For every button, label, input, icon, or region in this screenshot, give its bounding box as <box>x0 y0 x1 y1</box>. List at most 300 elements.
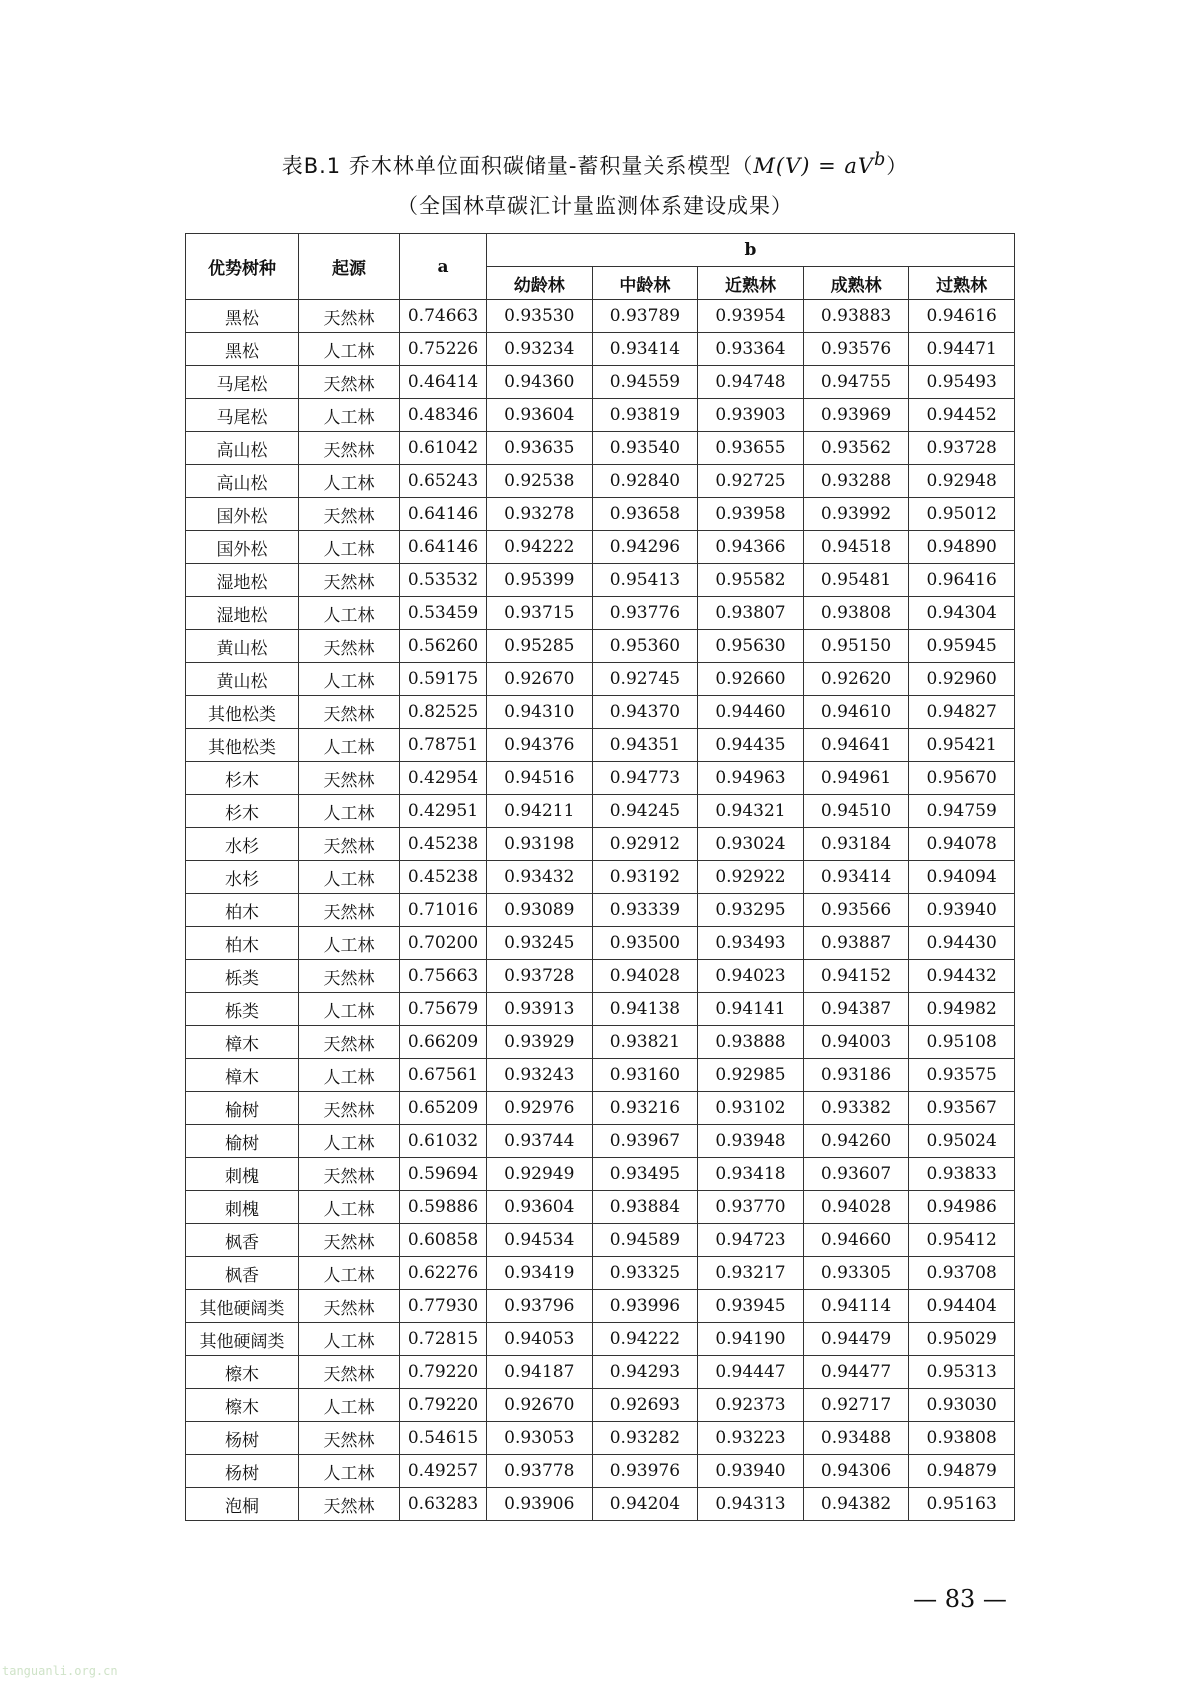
table-row <box>186 861 1015 894</box>
cell-b-young: 0.94534 <box>487 1224 593 1257</box>
table-row <box>186 564 1015 597</box>
cell-b-middle: 0.93192 <box>592 861 698 894</box>
cell-species: 杉木 <box>186 795 299 828</box>
cell-a: 0.60858 <box>400 1224 487 1257</box>
cell-species: 樟木 <box>186 1059 299 1092</box>
cell-b-middle: 0.93500 <box>592 927 698 960</box>
cell-b-middle: 0.93414 <box>592 333 698 366</box>
cell-b-premature: 0.94321 <box>698 795 804 828</box>
cell-origin: 人工林 <box>299 663 400 696</box>
cell-b-young: 0.94310 <box>487 696 593 729</box>
cell-b-mature: 0.93382 <box>803 1092 909 1125</box>
cell-a: 0.62276 <box>400 1257 487 1290</box>
cell-b-mature: 0.94660 <box>803 1224 909 1257</box>
cell-species: 檫木 <box>186 1356 299 1389</box>
cell-b-premature: 0.94023 <box>698 960 804 993</box>
table-row <box>186 1125 1015 1158</box>
cell-b-overmature: 0.95024 <box>909 1125 1015 1158</box>
table-row <box>186 696 1015 729</box>
cell-a: 0.77930 <box>400 1290 487 1323</box>
cell-b-mature: 0.94518 <box>803 531 909 564</box>
cell-b-middle: 0.94589 <box>592 1224 698 1257</box>
cell-b-middle: 0.94370 <box>592 696 698 729</box>
cell-b-premature: 0.93418 <box>698 1158 804 1191</box>
cell-species: 栎类 <box>186 960 299 993</box>
cell-b-premature: 0.94447 <box>698 1356 804 1389</box>
cell-b-young: 0.92949 <box>487 1158 593 1191</box>
cell-b-premature: 0.94460 <box>698 696 804 729</box>
table-row <box>186 894 1015 927</box>
cell-b-premature: 0.94366 <box>698 531 804 564</box>
cell-species: 刺槐 <box>186 1191 299 1224</box>
cell-b-premature: 0.93223 <box>698 1422 804 1455</box>
cell-origin: 人工林 <box>299 1191 400 1224</box>
cell-b-mature: 0.93808 <box>803 597 909 630</box>
cell-b-premature: 0.93807 <box>698 597 804 630</box>
cell-b-mature: 0.93887 <box>803 927 909 960</box>
table-row <box>186 960 1015 993</box>
cell-origin: 天然林 <box>299 432 400 465</box>
cell-b-young: 0.93530 <box>487 300 593 333</box>
cell-a: 0.64146 <box>400 531 487 564</box>
cell-species: 国外松 <box>186 498 299 531</box>
cell-b-overmature: 0.94094 <box>909 861 1015 894</box>
cell-b-mature: 0.94028 <box>803 1191 909 1224</box>
cell-b-premature: 0.93948 <box>698 1125 804 1158</box>
table-row <box>186 465 1015 498</box>
cell-b-middle: 0.93282 <box>592 1422 698 1455</box>
cell-b-middle: 0.94028 <box>592 960 698 993</box>
cell-b-middle: 0.92693 <box>592 1389 698 1422</box>
cell-species: 刺槐 <box>186 1158 299 1191</box>
cell-a: 0.72815 <box>400 1323 487 1356</box>
cell-origin: 天然林 <box>299 366 400 399</box>
cell-b-premature: 0.93295 <box>698 894 804 927</box>
table-row <box>186 630 1015 663</box>
cell-b-mature: 0.93488 <box>803 1422 909 1455</box>
cell-b-young: 0.93234 <box>487 333 593 366</box>
cell-a: 0.66209 <box>400 1026 487 1059</box>
cell-b-middle: 0.95413 <box>592 564 698 597</box>
cell-origin: 人工林 <box>299 465 400 498</box>
cell-origin: 天然林 <box>299 894 400 927</box>
cell-species: 檫木 <box>186 1389 299 1422</box>
cell-b-mature: 0.93607 <box>803 1158 909 1191</box>
header-stage-young: 幼龄林 <box>487 267 593 300</box>
cell-a: 0.59886 <box>400 1191 487 1224</box>
cell-b-middle: 0.93996 <box>592 1290 698 1323</box>
cell-b-middle: 0.93495 <box>592 1158 698 1191</box>
cell-b-middle: 0.93821 <box>592 1026 698 1059</box>
cell-a: 0.54615 <box>400 1422 487 1455</box>
cell-species: 泡桐 <box>186 1488 299 1521</box>
cell-b-mature: 0.94114 <box>803 1290 909 1323</box>
cell-b-overmature: 0.94827 <box>909 696 1015 729</box>
cell-b-premature: 0.92660 <box>698 663 804 696</box>
cell-b-middle: 0.92745 <box>592 663 698 696</box>
cell-b-overmature: 0.95313 <box>909 1356 1015 1389</box>
cell-b-middle: 0.93160 <box>592 1059 698 1092</box>
table-row <box>186 762 1015 795</box>
cell-species: 柏木 <box>186 894 299 927</box>
cell-b-mature: 0.92717 <box>803 1389 909 1422</box>
cell-b-overmature: 0.93728 <box>909 432 1015 465</box>
cell-b-middle: 0.94293 <box>592 1356 698 1389</box>
table-title <box>0 150 1190 180</box>
cell-b-young: 0.93198 <box>487 828 593 861</box>
cell-a: 0.56260 <box>400 630 487 663</box>
table-row <box>186 531 1015 564</box>
table-subtitle: （全国林草碳汇计量监测体系建设成果） <box>397 194 793 218</box>
cell-a: 0.59694 <box>400 1158 487 1191</box>
cell-b-young: 0.95285 <box>487 630 593 663</box>
table-row <box>186 1191 1015 1224</box>
cell-b-mature: 0.92620 <box>803 663 909 696</box>
cell-b-mature: 0.93883 <box>803 300 909 333</box>
cell-b-premature: 0.93217 <box>698 1257 804 1290</box>
cell-species: 榆树 <box>186 1125 299 1158</box>
cell-b-middle: 0.93976 <box>592 1455 698 1488</box>
cell-b-overmature: 0.94879 <box>909 1455 1015 1488</box>
cell-b-overmature: 0.93808 <box>909 1422 1015 1455</box>
cell-b-overmature: 0.95945 <box>909 630 1015 663</box>
cell-b-middle: 0.94245 <box>592 795 698 828</box>
cell-species: 柏木 <box>186 927 299 960</box>
cell-b-middle: 0.92912 <box>592 828 698 861</box>
cell-origin: 天然林 <box>299 1158 400 1191</box>
cell-b-young: 0.93744 <box>487 1125 593 1158</box>
cell-b-mature: 0.94260 <box>803 1125 909 1158</box>
cell-b-overmature: 0.95029 <box>909 1323 1015 1356</box>
cell-origin: 人工林 <box>299 927 400 960</box>
cell-b-overmature: 0.96416 <box>909 564 1015 597</box>
cell-origin: 人工林 <box>299 1059 400 1092</box>
cell-species: 其他松类 <box>186 729 299 762</box>
cell-b-middle: 0.93967 <box>592 1125 698 1158</box>
cell-b-overmature: 0.93575 <box>909 1059 1015 1092</box>
cell-b-young: 0.94360 <box>487 366 593 399</box>
cell-b-overmature: 0.94759 <box>909 795 1015 828</box>
table-row <box>186 993 1015 1026</box>
cell-b-middle: 0.93819 <box>592 399 698 432</box>
cell-b-premature: 0.94723 <box>698 1224 804 1257</box>
cell-a: 0.79220 <box>400 1356 487 1389</box>
cell-origin: 人工林 <box>299 861 400 894</box>
table-title-text: 表B.1 乔木林单位面积碳储量-蓄积量关系模型（ <box>281 154 754 178</box>
header-stage-mature: 成熟林 <box>803 267 909 300</box>
cell-b-young: 0.93715 <box>487 597 593 630</box>
cell-b-young: 0.93419 <box>487 1257 593 1290</box>
cell-b-overmature: 0.94452 <box>909 399 1015 432</box>
cell-a: 0.45238 <box>400 828 487 861</box>
cell-b-overmature: 0.94432 <box>909 960 1015 993</box>
cell-b-young: 0.93278 <box>487 498 593 531</box>
cell-b-middle: 0.93325 <box>592 1257 698 1290</box>
cell-b-premature: 0.93364 <box>698 333 804 366</box>
table-row <box>186 1158 1015 1191</box>
cell-species: 高山松 <box>186 465 299 498</box>
cell-b-middle: 0.94204 <box>592 1488 698 1521</box>
cell-a: 0.78751 <box>400 729 487 762</box>
cell-a: 0.75679 <box>400 993 487 1026</box>
cell-origin: 天然林 <box>299 960 400 993</box>
cell-origin: 人工林 <box>299 1455 400 1488</box>
cell-b-premature: 0.93903 <box>698 399 804 432</box>
cell-b-middle: 0.93540 <box>592 432 698 465</box>
cell-a: 0.75663 <box>400 960 487 993</box>
cell-species: 杨树 <box>186 1422 299 1455</box>
cell-a: 0.79220 <box>400 1389 487 1422</box>
cell-species: 马尾松 <box>186 399 299 432</box>
table-row <box>186 1257 1015 1290</box>
cell-species: 杉木 <box>186 762 299 795</box>
cell-origin: 天然林 <box>299 1092 400 1125</box>
table-row <box>186 1488 1015 1521</box>
table-row <box>186 1092 1015 1125</box>
table-row <box>186 1059 1015 1092</box>
cell-species: 樟木 <box>186 1026 299 1059</box>
cell-b-premature: 0.93888 <box>698 1026 804 1059</box>
cell-origin: 人工林 <box>299 333 400 366</box>
cell-b-overmature: 0.94890 <box>909 531 1015 564</box>
cell-b-overmature: 0.95493 <box>909 366 1015 399</box>
table-row <box>186 1356 1015 1389</box>
cell-b-overmature: 0.95412 <box>909 1224 1015 1257</box>
cell-b-young: 0.92670 <box>487 663 593 696</box>
cell-b-mature: 0.95150 <box>803 630 909 663</box>
cell-b-young: 0.93243 <box>487 1059 593 1092</box>
cell-b-overmature: 0.93567 <box>909 1092 1015 1125</box>
cell-species: 其他硬阔类 <box>186 1290 299 1323</box>
cell-b-young: 0.94376 <box>487 729 593 762</box>
cell-b-premature: 0.95582 <box>698 564 804 597</box>
cell-origin: 天然林 <box>299 498 400 531</box>
cell-b-mature: 0.93992 <box>803 498 909 531</box>
cell-b-premature: 0.94435 <box>698 729 804 762</box>
cell-b-overmature: 0.95670 <box>909 762 1015 795</box>
cell-b-middle: 0.93216 <box>592 1092 698 1125</box>
cell-b-mature: 0.94610 <box>803 696 909 729</box>
cell-b-middle: 0.93776 <box>592 597 698 630</box>
cell-origin: 天然林 <box>299 1356 400 1389</box>
table-title-close: ） <box>886 154 909 178</box>
cell-b-mature: 0.93562 <box>803 432 909 465</box>
table-row <box>186 1224 1015 1257</box>
header-a: a <box>400 234 487 300</box>
cell-b-overmature: 0.93833 <box>909 1158 1015 1191</box>
cell-b-overmature: 0.94304 <box>909 597 1015 630</box>
cell-species: 水杉 <box>186 828 299 861</box>
cell-a: 0.75226 <box>400 333 487 366</box>
cell-a: 0.42954 <box>400 762 487 795</box>
cell-a: 0.53459 <box>400 597 487 630</box>
header-origin: 起源 <box>299 234 400 300</box>
table-row <box>186 300 1015 333</box>
cell-b-mature: 0.93288 <box>803 465 909 498</box>
cell-b-young: 0.94053 <box>487 1323 593 1356</box>
cell-b-young: 0.93089 <box>487 894 593 927</box>
cell-b-overmature: 0.94404 <box>909 1290 1015 1323</box>
cell-b-premature: 0.93493 <box>698 927 804 960</box>
cell-a: 0.45238 <box>400 861 487 894</box>
cell-b-young: 0.93906 <box>487 1488 593 1521</box>
cell-species: 黄山松 <box>186 630 299 663</box>
table-row <box>186 828 1015 861</box>
cell-origin: 人工林 <box>299 993 400 1026</box>
cell-b-premature: 0.94963 <box>698 762 804 795</box>
table-row <box>186 795 1015 828</box>
table-row <box>186 1323 1015 1356</box>
cell-origin: 天然林 <box>299 828 400 861</box>
cell-b-overmature: 0.92960 <box>909 663 1015 696</box>
cell-species: 枫香 <box>186 1257 299 1290</box>
cell-b-overmature: 0.94430 <box>909 927 1015 960</box>
cell-b-young: 0.92670 <box>487 1389 593 1422</box>
cell-b-mature: 0.94755 <box>803 366 909 399</box>
cell-b-mature: 0.94641 <box>803 729 909 762</box>
header-species: 优势树种 <box>186 234 299 300</box>
table-row <box>186 399 1015 432</box>
cell-origin: 天然林 <box>299 696 400 729</box>
table-body <box>186 300 1015 1521</box>
cell-species: 榆树 <box>186 1092 299 1125</box>
cell-species: 黄山松 <box>186 663 299 696</box>
cell-origin: 人工林 <box>299 795 400 828</box>
cell-b-overmature: 0.94078 <box>909 828 1015 861</box>
cell-b-premature: 0.92725 <box>698 465 804 498</box>
cell-a: 0.67561 <box>400 1059 487 1092</box>
table-row <box>186 366 1015 399</box>
cell-b-overmature: 0.95163 <box>909 1488 1015 1521</box>
cell-origin: 天然林 <box>299 564 400 597</box>
table-row <box>186 1389 1015 1422</box>
cell-b-young: 0.93604 <box>487 399 593 432</box>
table-row <box>186 597 1015 630</box>
cell-species: 湿地松 <box>186 564 299 597</box>
cell-species: 国外松 <box>186 531 299 564</box>
cell-a: 0.70200 <box>400 927 487 960</box>
header-stage-overmature: 过熟林 <box>909 267 1015 300</box>
cell-b-young: 0.93604 <box>487 1191 593 1224</box>
cell-b-overmature: 0.94982 <box>909 993 1015 1026</box>
cell-b-mature: 0.94479 <box>803 1323 909 1356</box>
cell-a: 0.49257 <box>400 1455 487 1488</box>
cell-origin: 天然林 <box>299 1290 400 1323</box>
cell-b-middle: 0.93339 <box>592 894 698 927</box>
cell-b-young: 0.94211 <box>487 795 593 828</box>
model-formula: $M(V) = aV^b$ <box>753 150 887 178</box>
cell-a: 0.61042 <box>400 432 487 465</box>
cell-a: 0.63283 <box>400 1488 487 1521</box>
cell-b-mature: 0.94382 <box>803 1488 909 1521</box>
cell-b-premature: 0.93954 <box>698 300 804 333</box>
cell-b-middle: 0.94222 <box>592 1323 698 1356</box>
cell-b-mature: 0.93969 <box>803 399 909 432</box>
cell-b-overmature: 0.93708 <box>909 1257 1015 1290</box>
carbon-model-table <box>185 233 1015 1521</box>
watermark: tanguanli.org.cn <box>2 1664 118 1678</box>
cell-a: 0.42951 <box>400 795 487 828</box>
page-number: — 83 — <box>913 1585 1007 1613</box>
cell-origin: 天然林 <box>299 300 400 333</box>
cell-b-young: 0.93245 <box>487 927 593 960</box>
cell-b-young: 0.93053 <box>487 1422 593 1455</box>
table-row <box>186 663 1015 696</box>
cell-a: 0.64146 <box>400 498 487 531</box>
table-row <box>186 729 1015 762</box>
cell-b-overmature: 0.94471 <box>909 333 1015 366</box>
cell-b-mature: 0.94003 <box>803 1026 909 1059</box>
table-row <box>186 1026 1015 1059</box>
cell-b-young: 0.93929 <box>487 1026 593 1059</box>
cell-species: 枫香 <box>186 1224 299 1257</box>
cell-b-young: 0.93728 <box>487 960 593 993</box>
cell-origin: 天然林 <box>299 630 400 663</box>
cell-b-young: 0.93796 <box>487 1290 593 1323</box>
cell-a: 0.82525 <box>400 696 487 729</box>
cell-b-overmature: 0.93030 <box>909 1389 1015 1422</box>
header-stage-premature: 近熟林 <box>698 267 804 300</box>
cell-species: 马尾松 <box>186 366 299 399</box>
cell-b-premature: 0.93945 <box>698 1290 804 1323</box>
cell-b-mature: 0.94477 <box>803 1356 909 1389</box>
cell-b-premature: 0.94190 <box>698 1323 804 1356</box>
cell-a: 0.59175 <box>400 663 487 696</box>
cell-b-overmature: 0.93940 <box>909 894 1015 927</box>
cell-origin: 天然林 <box>299 1026 400 1059</box>
header-b: b <box>487 234 1015 267</box>
cell-b-young: 0.92538 <box>487 465 593 498</box>
cell-species: 高山松 <box>186 432 299 465</box>
cell-b-mature: 0.94510 <box>803 795 909 828</box>
cell-b-premature: 0.93770 <box>698 1191 804 1224</box>
cell-b-middle: 0.95360 <box>592 630 698 663</box>
cell-b-premature: 0.93958 <box>698 498 804 531</box>
cell-b-overmature: 0.92948 <box>909 465 1015 498</box>
cell-b-premature: 0.94748 <box>698 366 804 399</box>
cell-b-middle: 0.94559 <box>592 366 698 399</box>
header-stage-middle: 中龄林 <box>592 267 698 300</box>
cell-b-mature: 0.93414 <box>803 861 909 894</box>
table-row <box>186 1455 1015 1488</box>
cell-b-mature: 0.93186 <box>803 1059 909 1092</box>
cell-b-mature: 0.93305 <box>803 1257 909 1290</box>
cell-origin: 人工林 <box>299 531 400 564</box>
cell-b-premature: 0.92985 <box>698 1059 804 1092</box>
cell-b-mature: 0.94961 <box>803 762 909 795</box>
cell-species: 黑松 <box>186 300 299 333</box>
cell-b-mature: 0.94306 <box>803 1455 909 1488</box>
cell-b-middle: 0.93884 <box>592 1191 698 1224</box>
cell-b-young: 0.95399 <box>487 564 593 597</box>
table-row <box>186 432 1015 465</box>
cell-species: 黑松 <box>186 333 299 366</box>
cell-origin: 人工林 <box>299 1257 400 1290</box>
cell-b-overmature: 0.95012 <box>909 498 1015 531</box>
cell-origin: 天然林 <box>299 1422 400 1455</box>
cell-origin: 人工林 <box>299 1389 400 1422</box>
cell-b-young: 0.93635 <box>487 432 593 465</box>
cell-b-premature: 0.93102 <box>698 1092 804 1125</box>
cell-b-mature: 0.93184 <box>803 828 909 861</box>
cell-species: 湿地松 <box>186 597 299 630</box>
cell-b-overmature: 0.94616 <box>909 300 1015 333</box>
cell-a: 0.48346 <box>400 399 487 432</box>
cell-a: 0.61032 <box>400 1125 487 1158</box>
table-row <box>186 927 1015 960</box>
cell-b-premature: 0.92373 <box>698 1389 804 1422</box>
cell-origin: 人工林 <box>299 729 400 762</box>
